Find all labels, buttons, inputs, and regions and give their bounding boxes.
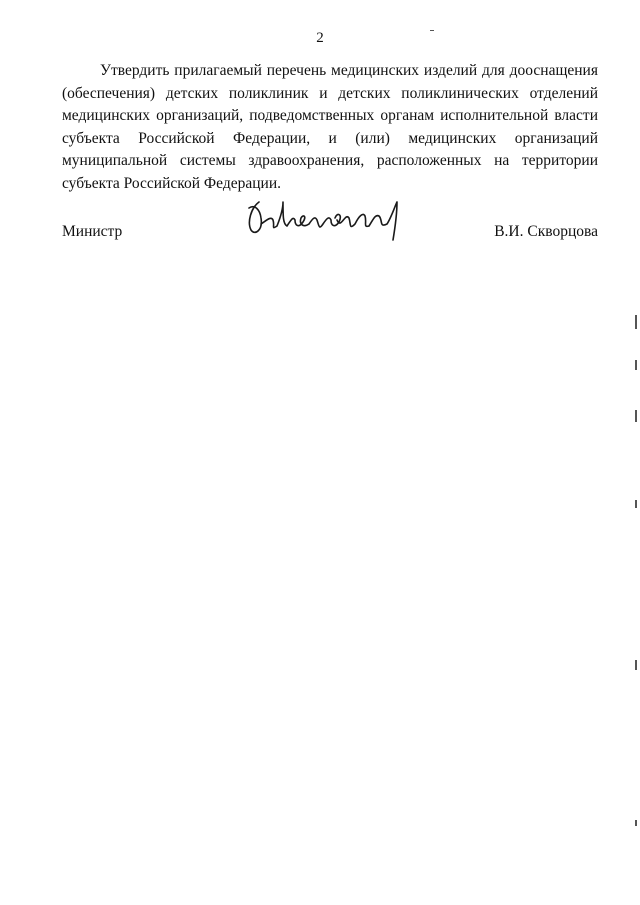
scan-artifact	[430, 30, 434, 31]
handwritten-signature	[237, 190, 412, 245]
scan-edge-marks	[635, 300, 638, 860]
scan-artifact	[635, 500, 637, 508]
body-paragraph: Утвердить прилагаемый перечень медицинских изделий для дооснащения (обеспечения) детских поликлиник и детских поликлинических отделений медицинских организаций, подведомственных органам исполнительной власти субъекта Российской Федерации, и (или) медицинских организаций муниципальной системы здравоохранения, расположенных на территории субъекта Российской Федерации.	[62, 62, 598, 192]
signer-name: В.И. Скворцова	[494, 223, 598, 240]
page-number: 2	[316, 30, 324, 46]
scan-artifact	[635, 360, 637, 370]
signer-title: Министр	[62, 223, 123, 240]
scan-artifact	[635, 660, 637, 670]
signature-block	[62, 190, 598, 250]
scan-artifact	[635, 315, 637, 329]
scan-artifact	[635, 820, 637, 826]
scan-artifact	[635, 410, 637, 422]
